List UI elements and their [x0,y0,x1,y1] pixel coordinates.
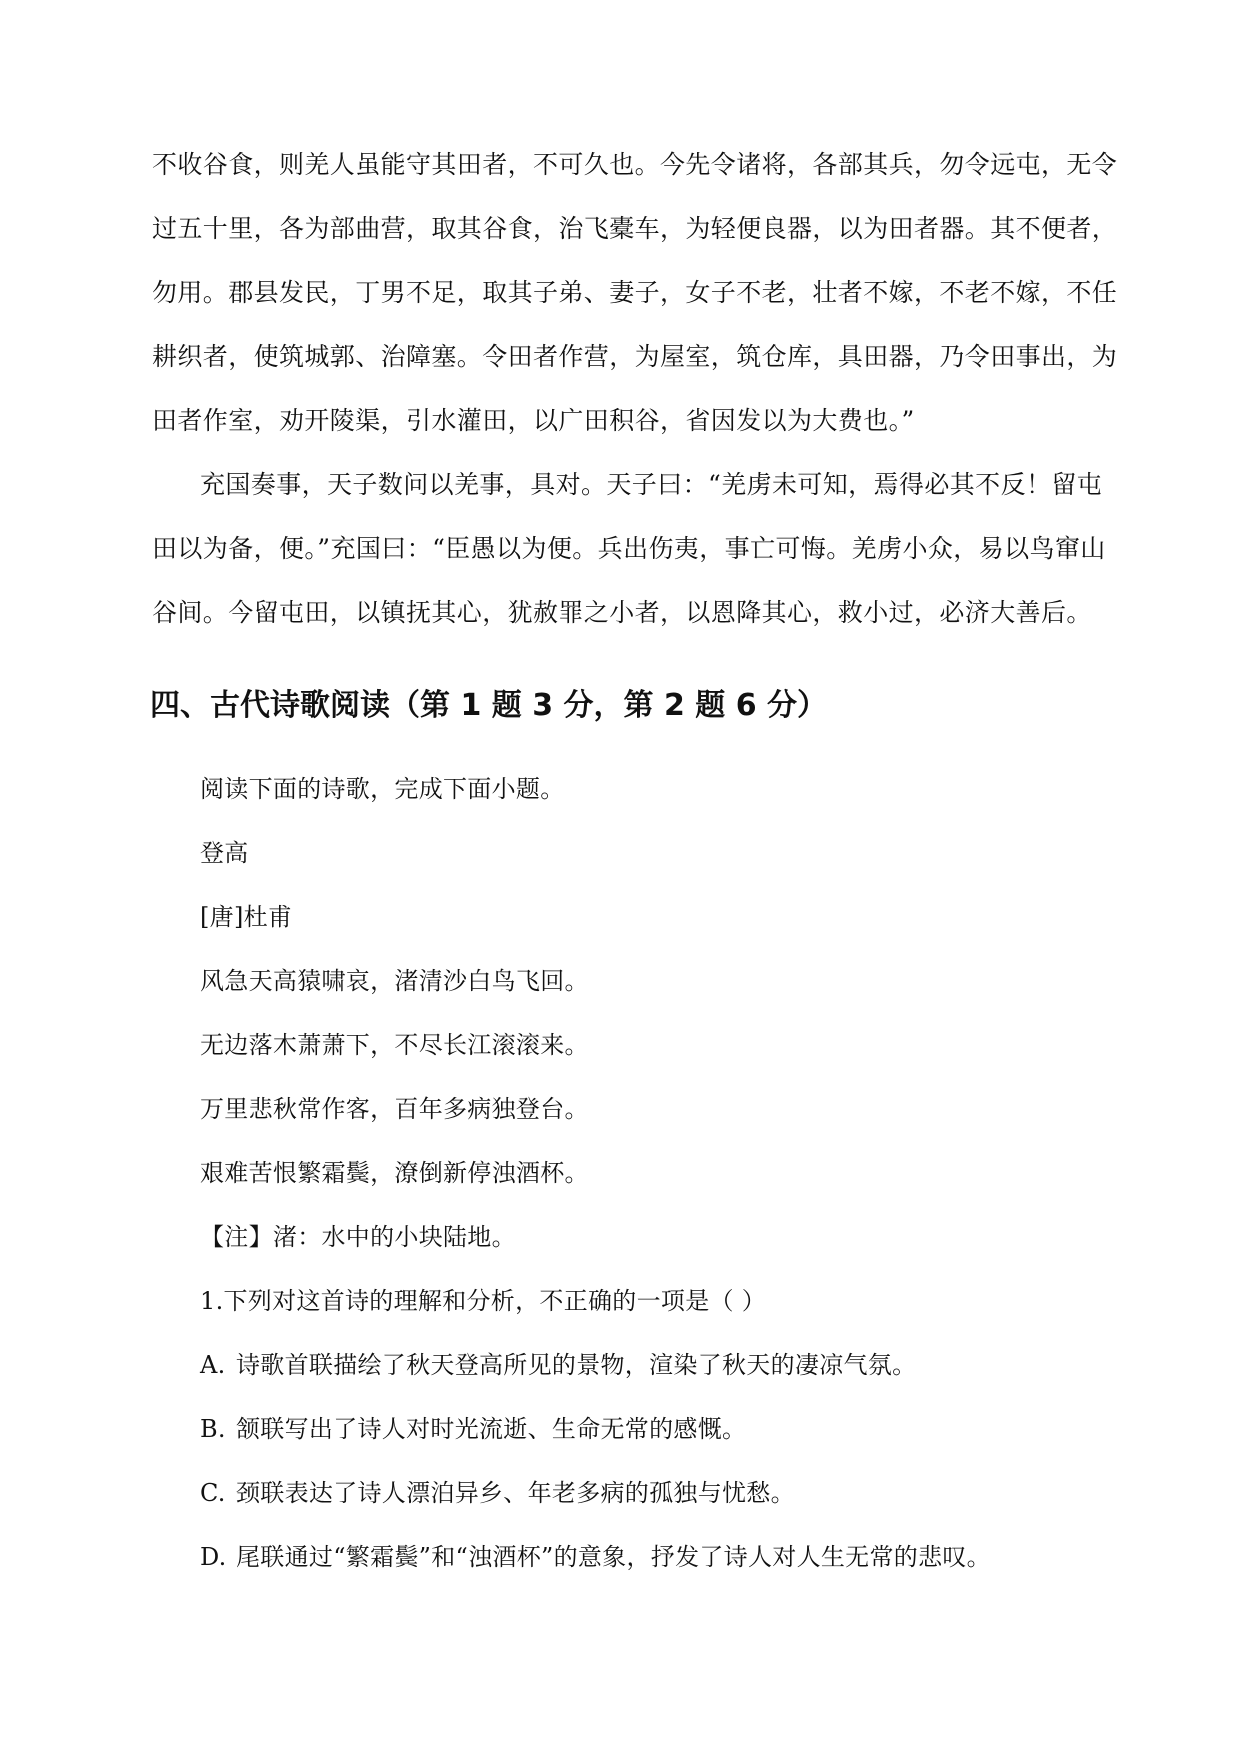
option-d [200,1540,991,1574]
poem-author: [唐]杜甫 [200,903,293,931]
option-c [200,1476,795,1510]
option-label: A. [200,1351,226,1379]
option-text: 颔联写出了诗人对时光流逝、生命无常的感慨。 [236,1415,747,1443]
question-stem: 1.下列对这首诗的理解和分析，不正确的一项是（ ） [200,1287,767,1315]
poem-line: 风急天高猿啸哀，渚清沙白鸟飞回。 [200,967,589,995]
passage-line: 过五十里，各为部曲营，取其谷食，治飞橐车，为轻便良器，以为田者器。其不便者， [152,214,1118,243]
passage-line: 充国奏事，天子数问以羌事，具对。天子曰：“羌虏未可知，焉得必其不反！留屯 [200,470,1103,499]
option-text: 颈联表达了诗人漂泊异乡、年老多病的孤独与忧愁。 [236,1479,795,1507]
option-a [200,1348,916,1382]
option-text: 尾联通过“繁霜鬓”和“浊酒杯”的意象，抒发了诗人对人生无常的悲叹。 [236,1543,991,1571]
passage-line: 谷间。今留屯田，以镇抚其心，犹赦罪之小者，以恩降其心，救小过，必济大善后。 [152,598,1092,627]
option-label: C. [200,1479,226,1507]
option-text: 诗歌首联描绘了秋天登高所见的景物，渲染了秋天的凄凉气氛。 [236,1351,917,1379]
option-label: D. [200,1543,227,1571]
option-label: B. [200,1415,226,1443]
section-heading: 四、古代诗歌阅读（第 1 题 3 分，第 2 题 6 分） [150,688,828,723]
instruction-text: 阅读下面的诗歌，完成下面小题。 [200,775,565,803]
passage-line: 田以为备，便。”充国曰：“臣愚以为便。兵出伤夷，事亡可悔。羌虏小众，易以鸟窜山 [152,534,1106,563]
passage-line: 勿用。郡县发民，丁男不足，取其子弟、妻子，女子不老，壮者不嫁，不老不嫁，不任 [152,278,1118,307]
passage-line: 耕织者，使筑城郭、治障塞。令田者作营，为屋室，筑仓库，具田器，乃令田事出，为 [152,342,1118,371]
poem-line: 万里悲秋常作客，百年多病独登台。 [200,1095,589,1123]
passage-line: 不收谷食，则羌人虽能守其田者，不可久也。今先令诸将，各部其兵，勿令远屯，无令 [152,150,1118,179]
poem-line: 艰难苦恨繁霜鬓，潦倒新停浊酒杯。 [200,1159,589,1187]
passage-line: 田者作室，劝开陵渠，引水灌田，以广田积谷，省因发以为大费也。” [152,406,915,435]
poem-title: 登高 [200,839,249,867]
option-b [200,1412,746,1446]
poem-line: 无边落木萧萧下，不尽长江滚滚来。 [200,1031,589,1059]
annotation-note: 【注】渚：水中的小块陆地。 [200,1223,516,1251]
